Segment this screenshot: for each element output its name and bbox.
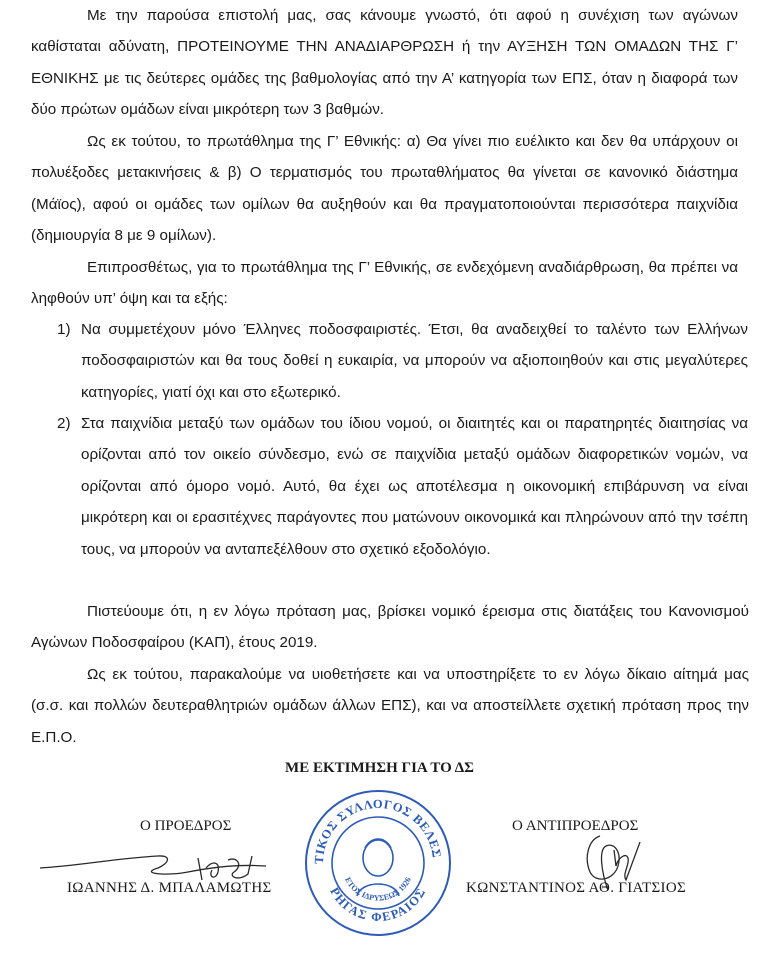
svg-text:ΕΤΟΣ ΙΔΡΥΣΕΩΣ 1926: ΕΤΟΣ ΙΔΡΥΣΕΩΣ 1926 bbox=[343, 875, 413, 903]
svg-text:ΡΗΓΑΣ ΦΕΡΑΙΟΣ: ΡΗΓΑΣ ΦΕΡΑΙΟΣ bbox=[327, 885, 429, 925]
list-item-number: 1) bbox=[57, 321, 71, 338]
list-item-greek-players: Να συμμετέχουν μόνο Έλληνες ποδοσφαιριστές. Έτσι, θα αναδειχθεί το ταλέντο των Ελλήνων ποδοσφαιριστών και θα τους δοθεί η ευκαιρία, να μπορούν να αξιοποιηθούν και στις μεγαλύτερες κατηγορίες, γιατί όχι και στο εξωτερικό. bbox=[81, 321, 748, 401]
club-stamp-icon bbox=[297, 777, 453, 938]
signature-title-president: Ο ΠΡΟΕΔΡΟΣ bbox=[140, 818, 232, 834]
list-item-number: 2) bbox=[57, 415, 71, 432]
signature-name-president: ΙΩΑΝΝΗΣ Δ. ΜΠΑΛΑΜΩΤΗΣ bbox=[67, 880, 272, 896]
paragraph-additional: Επιπροσθέτως, για το πρωτάθλημα της Γ’ Εθνικής, σε ενδεχόμενη αναδιάρθρωση, θα πρέπει να ληφθούν υπ’ όψη και τα εξής: bbox=[31, 259, 738, 308]
closing-salutation: ΜΕ ΕΚΤΙΜΗΣΗ ΓΙΑ ΤΟ ΔΣ bbox=[285, 760, 474, 776]
paragraph-request: Ως εκ τούτου, παρακαλούμε να υιοθετήσετε και να υποστηρίξετε το εν λόγω δίκαιο αίτημά μας (σ.σ. και πολλών δευτεραθλητριών ομάδων άλλων ΕΠΣ), και να αποστείλλετε σχετική πρόταση προς την Ε.Π.Ο. bbox=[31, 666, 749, 746]
paragraph-legal-basis: Πιστεύουμε ότι, η εν λόγω πρόταση μας, βρίσκει νομικό έρεισμα στις διατάξεις του Κανονισμού Αγώνων Ποδοσφαίρου (ΚΑΠ), έτους 2019. bbox=[31, 603, 749, 652]
signature-name-vice-president: ΚΩΝΣΤΑΝΤΙΝΟΣ ΑΘ. ΓΙΑΤΣΙΟΣ bbox=[466, 880, 686, 896]
paragraph-consequences: Ως εκ τούτου, το πρωτάθλημα της Γ’ Εθνικής: α) Θα γίνει πιο ευέλικτο και δεν θα υπάρχουν οι πολυέξοδες μετακινήσεις & β) Ο τερματισμός του πρωταθλήματος θα γίνεται σε κανονικό διάστημα (Μάϊος), αφού οι ομάδες των ομίλων θα αυξηθούν και θα πραγματοποιούνται περισσότερα παιχνίδια (δημιουργία 8 με 9 ομίλων). bbox=[31, 133, 738, 245]
paragraph-proposal: Με την παρούσα επιστολή μας, σας κάνουμε γνωστό, ότι αφού η συνέχιση των αγώνων καθίσταται αδύνατη, ΠΡΟΤΕΙΝΟΥΜΕ ΤΗΝ ΑΝΑΔΙΑΡΘΡΩΣΗ ή την ΑΥΞΗΣΗ ΤΩΝ ΟΜΑΔΩΝ ΤΗΣ Γ’ ΕΘΝΙΚΗΣ με τις δεύτερες ομάδες της βαθμολογίας από την Α’ κατηγορία των ΕΠΣ, όταν η διαφορά των δύο πρώτων ομάδων είναι μικρότερη των 3 βαθμών. bbox=[31, 7, 738, 119]
signature-title-vice-president: Ο ΑΝΤΙΠΡΟΕΔΡΟΣ bbox=[512, 818, 639, 834]
list-item-referees: Στα παιχνίδια μεταξύ των ομάδων του ίδιου νομού, οι διαιτητές και οι παρατηρητές διαιτησίας να ορίζονται από τον οικείο σύνδεσμο, ενώ σε παιχνίδια μεταξύ ομάδων διαφορετικών νομών, να ορίζονται από όμορο νομό. Αυτό, θα έχει ως αποτέλεσμα η οικονομική επιβάρυνση να είναι μικρότερη και οι ερασιτέχνες παράγοντες που ματώνουν οικονομικά και πληρώνουν από την τσέπη τους, να μπορούν να ανταπεξέλθουν στο σχετικό εξοδολόγιο. bbox=[81, 415, 748, 558]
svg-text:ΑΘΛΗΤΙΚΟΣ ΣΥΛΛΟΓΟΣ ΒΕΛΕΣΤΙΝΟΥ: ΑΘΛΗΤΙΚΟΣ ΣΥΛΛΟΓΟΣ ΒΕΛΕΣΤΙΝΟΥ bbox=[297, 777, 444, 865]
